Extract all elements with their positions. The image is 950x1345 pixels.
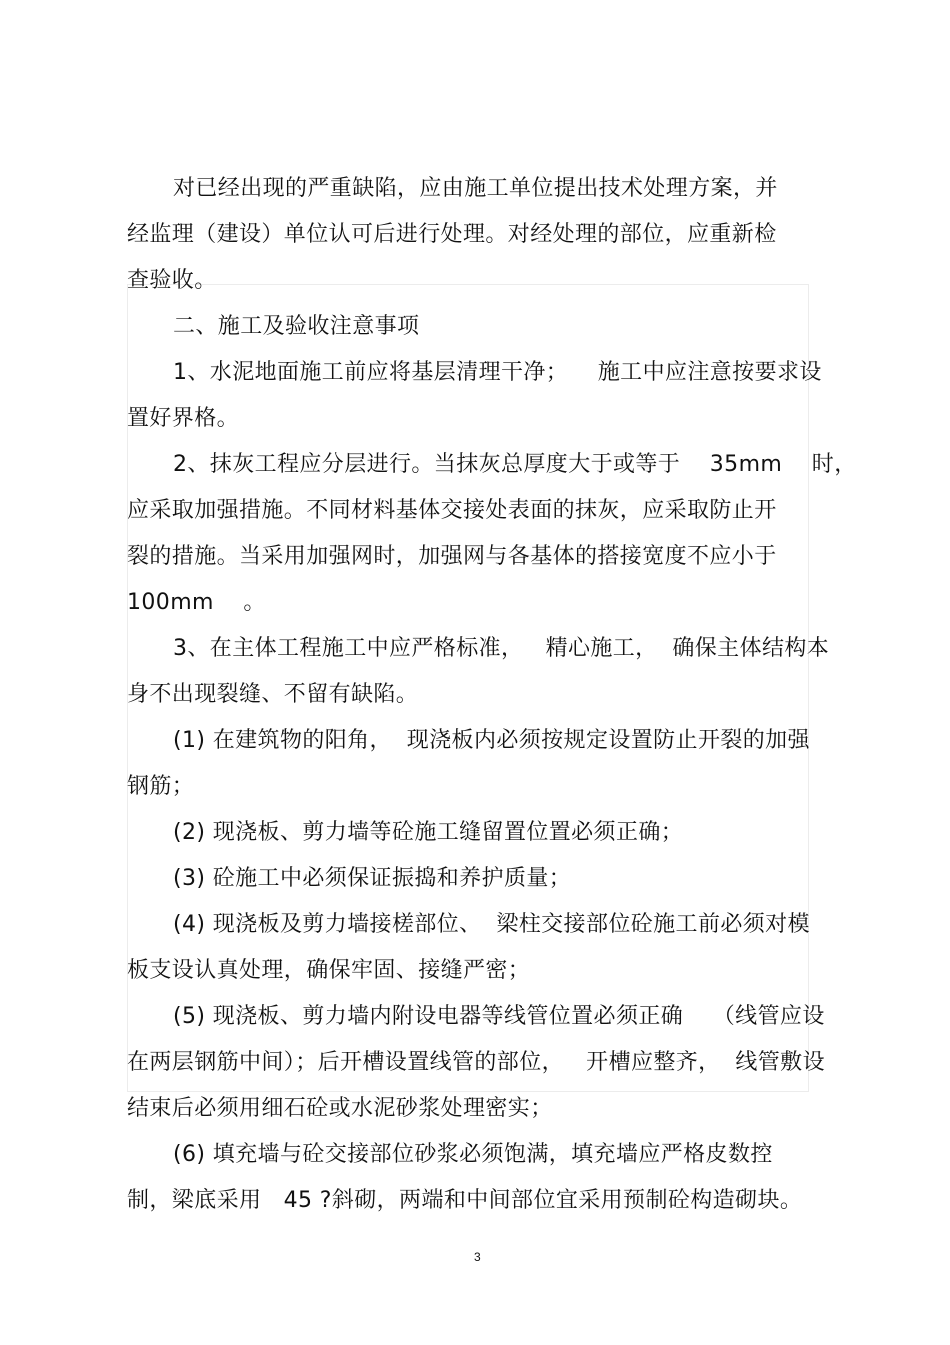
- text-line: (6) 填充墙与砼交接部位砂浆必须饱满，填充墙应严格皮数控: [173, 1142, 773, 1167]
- text-line: (3) 砼施工中必须保证振捣和养护质量；: [173, 866, 572, 891]
- text-line: 2、抹灰工程应分层进行。当抹灰总厚度大于或等于 35mm 时，: [173, 452, 857, 477]
- text-line: 查验收。: [127, 268, 217, 293]
- text-line: 1、水泥地面施工前应将基层清理干净； 施工中应注意按要求设: [173, 360, 822, 385]
- text-line: 制，梁底采用 45 ?斜砌，两端和中间部位宜采用预制砼构造砌块。: [127, 1188, 803, 1213]
- text-line: (4) 现浇板及剪力墙接槎部位、 梁柱交接部位砼施工前必须对模: [173, 912, 810, 937]
- text-line: (2) 现浇板、剪力墙等砼施工缝留置位置必须正确；: [173, 820, 684, 845]
- text-line: 身不出现裂缝、不留有缺陷。: [127, 682, 419, 707]
- text-line: 置好界格。: [127, 406, 240, 431]
- section-heading: 二、施工及验收注意事项: [173, 314, 420, 339]
- text-line: 钢筋；: [127, 774, 195, 799]
- text-line: (5) 现浇板、剪力墙内附设电器等线管位置必须正确 （线管应设: [173, 1004, 825, 1029]
- page-number: 3: [474, 1250, 481, 1264]
- text-line: 经监理（建设）单位认可后进行处理。对经处理的部位，应重新检: [127, 222, 777, 247]
- text-line: 裂的措施。当采用加强网时，加强网与各基体的搭接宽度不应小于: [127, 544, 777, 569]
- text-line: 在两层钢筋中间）；后开槽设置线管的部位， 开槽应整齐， 线管敷设: [127, 1050, 825, 1075]
- text-line: 对已经出现的严重缺陷，应由施工单位提出技术处理方案，并: [173, 176, 778, 201]
- text-line: 100mm 。: [127, 590, 266, 615]
- text-line: 板支设认真处理，确保牢固、接缝严密；: [127, 958, 531, 983]
- text-line: 应采取加强措施。不同材料基体交接处表面的抹灰，应采取防止开: [127, 498, 777, 523]
- text-line: 结束后必须用细石砼或水泥砂浆处理密实；: [127, 1096, 553, 1121]
- text-line: 3、在主体工程施工中应严格标准， 精心施工， 确保主体结构本: [173, 636, 830, 661]
- text-line: (1) 在建筑物的阳角， 现浇板内必须按规定设置防止开裂的加强: [173, 728, 810, 753]
